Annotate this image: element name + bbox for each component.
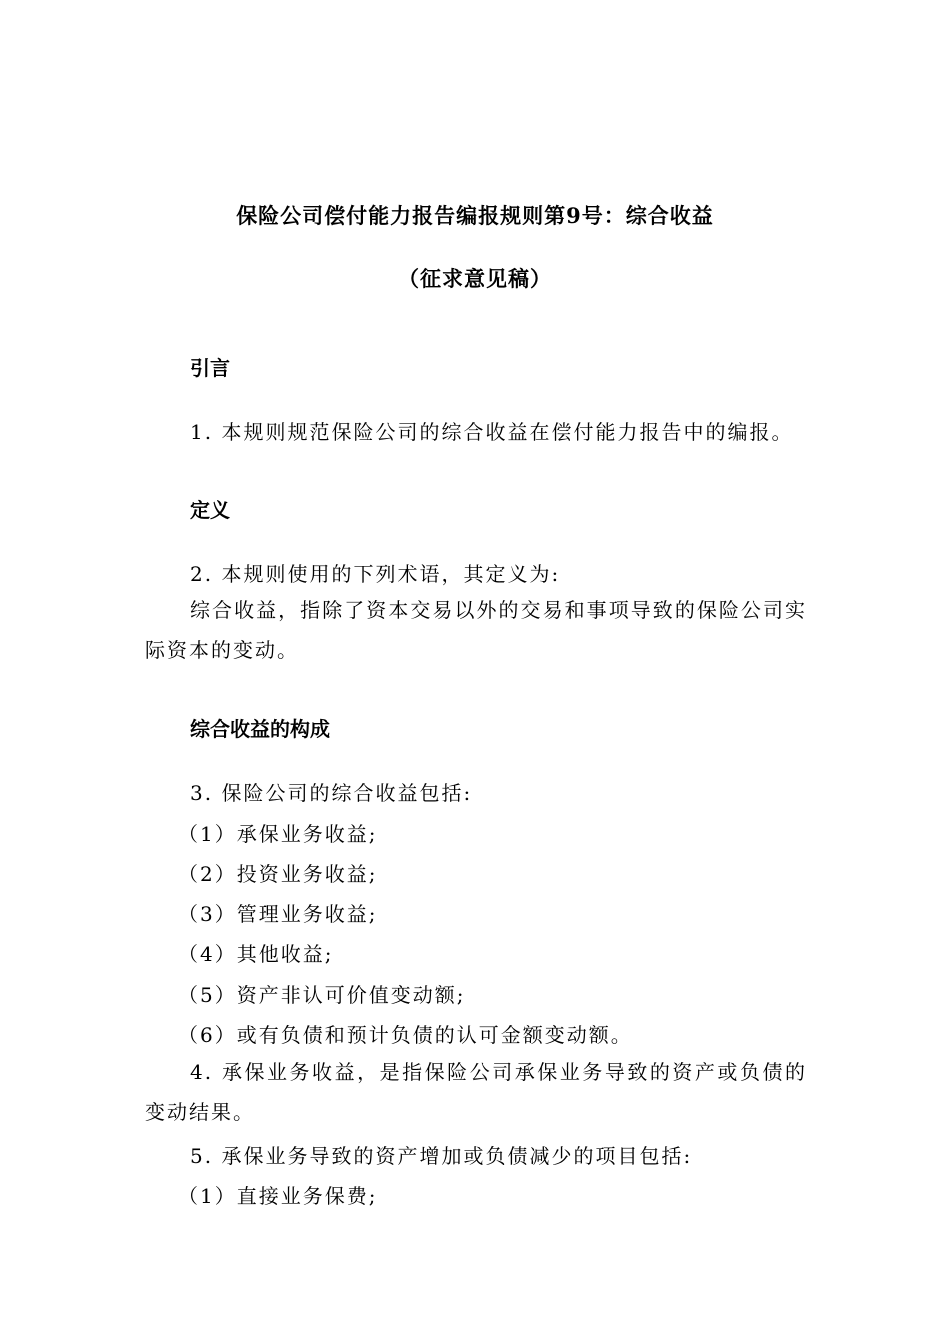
list-item: （2）投资业务收益; [178, 862, 378, 886]
list-item: （6）或有负债和预计负债的认可金额变动额。 [178, 1023, 633, 1047]
section-heading-intro: 引言 [190, 356, 230, 380]
paragraph-2: 2. 本规则使用的下列术语，其定义为: [190, 562, 561, 586]
list-item: （5）资产非认可价值变动额; [178, 983, 466, 1007]
list-item: （4）其他收益; [178, 942, 334, 966]
paragraph-1: 1. 本规则规范保险公司的综合收益在偿付能力报告中的编报。 [190, 420, 794, 444]
section-heading-composition: 综合收益的构成 [190, 717, 330, 741]
document-subtitle: （征求意见稿） [398, 266, 552, 291]
paragraph-5: 5. 承保业务导致的资产增加或负债减少的项目包括: [190, 1144, 693, 1168]
list-item: （1）承保业务收益; [178, 822, 378, 846]
paragraph-4: 4. 承保业务收益，是指保险公司承保业务导致的资产或负债的变动结果。 [145, 1060, 807, 1124]
list-item: （1）直接业务保费; [178, 1184, 378, 1208]
list-item: （3）管理业务收益; [178, 902, 378, 926]
definition-paragraph: 综合收益，指除了资本交易以外的交易和事项导致的保险公司实际资本的变动。 [145, 598, 807, 662]
paragraph-3: 3. 保险公司的综合收益包括: [190, 781, 473, 805]
document-title: 保险公司偿付能力报告编报规则第9号：综合收益 [236, 203, 714, 228]
section-heading-definitions: 定义 [190, 498, 230, 522]
